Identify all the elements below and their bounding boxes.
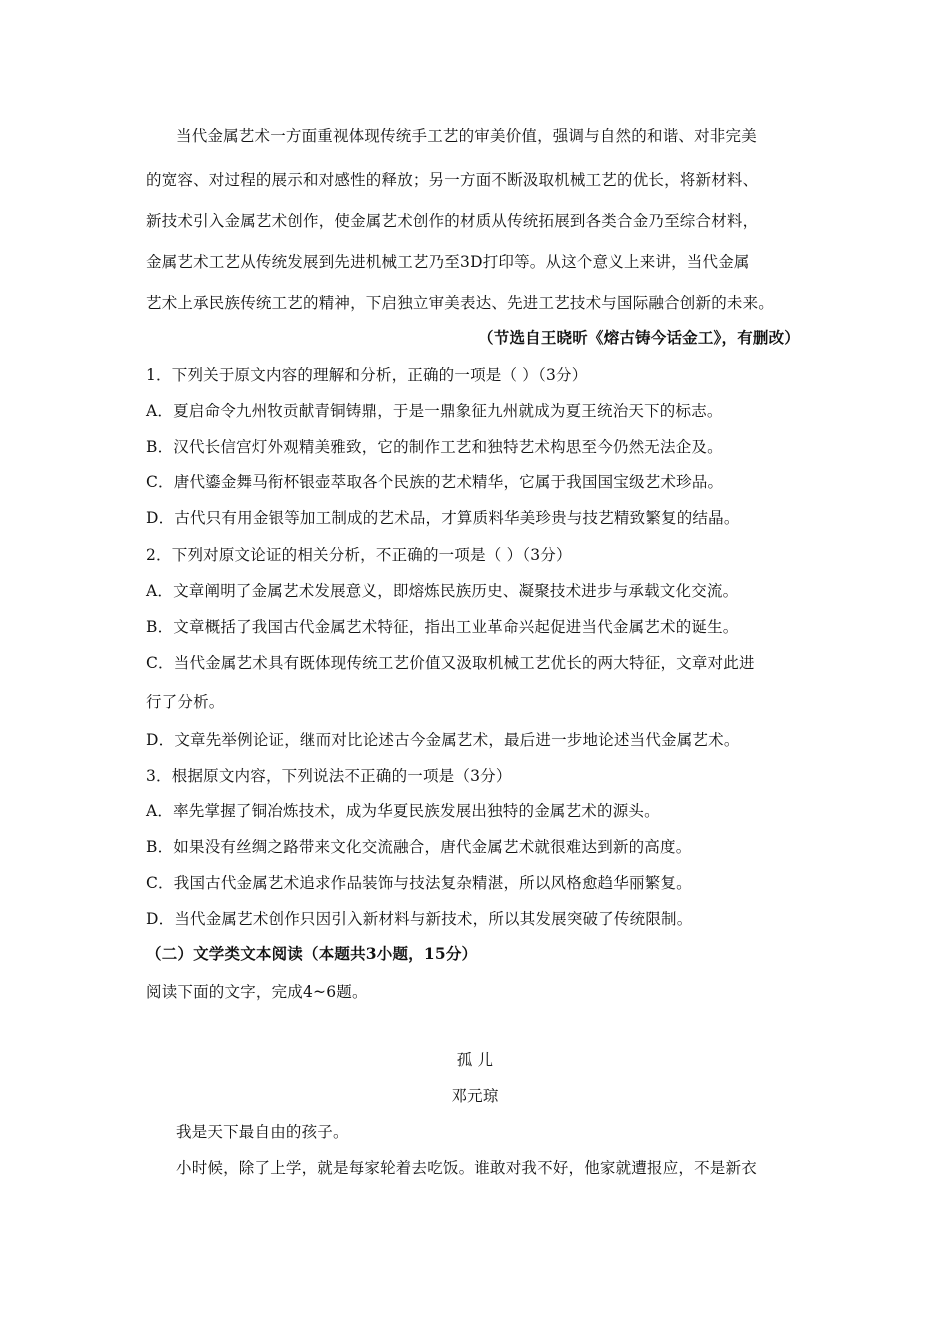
option-d: D．古代只有用金银等加工制成的艺术品，才算质料华美珍贵与技艺精致繁复的结晶。 — [146, 509, 740, 527]
story-paragraph: 我是天下最自由的孩子。 — [176, 1123, 349, 1141]
story-author: 邓元琼 — [451, 1087, 499, 1105]
option-a: A．率先掌握了铜冶炼技术，成为华夏民族发展出独特的金属艺术的源头。 — [146, 802, 660, 820]
question-stem: 2．下列对原文论证的相关分析，不正确的一项是（ ）（3分） — [146, 546, 572, 564]
passage-line: 艺术上承民族传统工艺的精神，下启独立审美表达、先进工艺技术与国际融合创新的未来。 — [146, 294, 775, 312]
story-paragraph: 小时候，除了上学，就是每家轮着去吃饭。谁敢对我不好，他家就遭报应，不是新衣 — [176, 1159, 757, 1177]
passage-line: 当代金属艺术一方面重视体现传统手工艺的审美价值，强调与自然的和谐、对非完美 — [176, 127, 757, 145]
option-a: A．夏启命令九州牧贡献青铜铸鼎，于是一鼎象征九州就成为夏王统治天下的标志。 — [146, 402, 723, 420]
option-a: A．文章阐明了金属艺术发展意义，即熔炼民族历史、凝聚技术进步与承载文化交流。 — [146, 582, 739, 600]
passage-line: 的宽容、对过程的展示和对感性的释放；另一方面不断汲取机械工艺的优长，将新材料、 — [146, 171, 759, 189]
passage-line: 金属艺术工艺从传统发展到先进机械工艺乃至3D打印等。从这个意义上来讲，当代金属 — [146, 253, 750, 271]
question-stem: 3．根据原文内容，下列说法不正确的一项是（3分） — [146, 767, 512, 785]
option-b: B．文章概括了我国古代金属艺术特征，指出工业革命兴起促进当代金属艺术的诞生。 — [146, 618, 739, 636]
section-heading: （二）文学类文本阅读（本题共3小题，15分） — [146, 944, 478, 963]
option-c: C．唐代鎏金舞马衔杯银壶萃取各个民族的艺术精华，它属于我国国宝级艺术珍品。 — [146, 473, 724, 491]
question-stem: 1．下列关于原文内容的理解和分析，正确的一项是（ ）（3分） — [146, 366, 588, 384]
passage-line: 新技术引入金属艺术创作，使金属艺术创作的材质从传统拓展到各类合金乃至综合材料， — [146, 212, 759, 230]
option-c: C．我国古代金属艺术追求作品装饰与技法复杂精湛，所以风格愈趋华丽繁复。 — [146, 874, 692, 892]
option-d: D．文章先举例论证，继而对比论述古今金属艺术，最后进一步地论述当代金属艺术。 — [146, 731, 740, 749]
section-instruction: 阅读下面的文字，完成4~6题。 — [146, 983, 368, 1001]
story-title: 孤 儿 — [456, 1051, 494, 1069]
option-d: D．当代金属艺术创作只因引入新材料与新技术，所以其发展突破了传统限制。 — [146, 910, 693, 928]
option-b: B．汉代长信宫灯外观精美雅致，它的制作工艺和独特艺术构思至今仍然无法企及。 — [146, 438, 723, 456]
option-c: C．当代金属艺术具有既体现传统工艺价值又汲取机械工艺优长的两大特征，文章对此进 — [146, 654, 755, 672]
option-c-continued: 行了分析。 — [146, 693, 225, 711]
source-citation: （节选自王晓昕《熔古铸今话金工》，有删改） — [478, 328, 800, 347]
option-b: B．如果没有丝绸之路带来文化交流融合，唐代金属艺术就很难达到新的高度。 — [146, 838, 692, 856]
